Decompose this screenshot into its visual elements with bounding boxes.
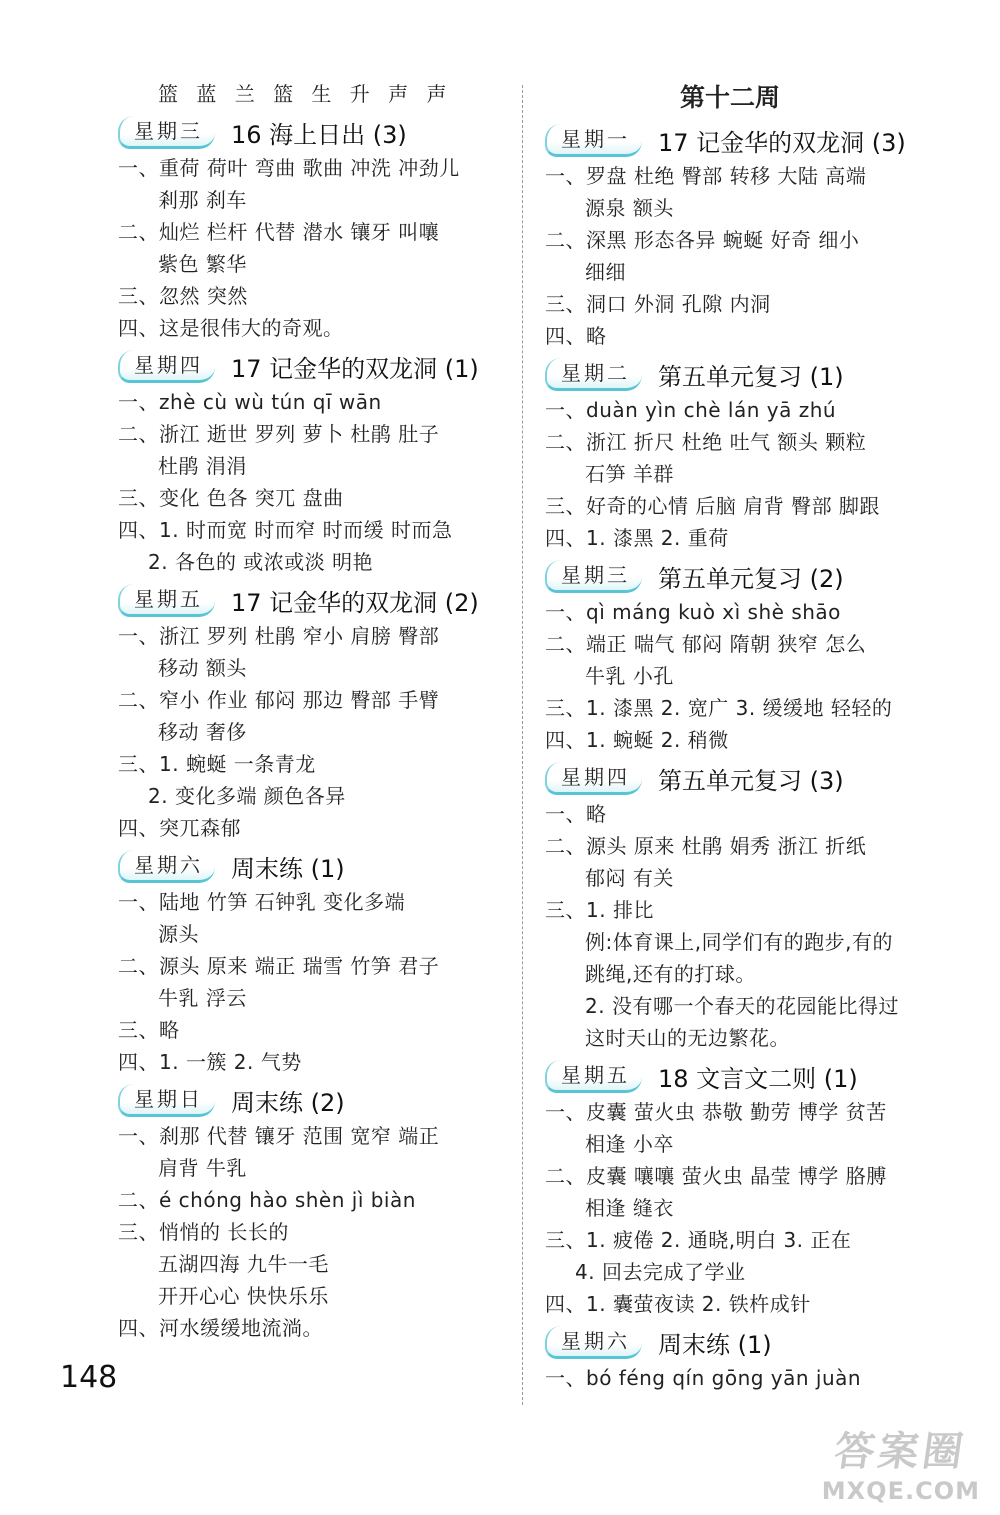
answer-line: 二、灿烂 栏杆 代替 潜水 镶牙 叫嚷 [118, 220, 440, 244]
answer-line: 一、略 [545, 802, 607, 826]
answer-line: 一、皮囊 萤火虫 恭敬 勤劳 博学 贫苦 [545, 1100, 887, 1124]
answer-line: 五湖四海 九牛一毛 [158, 1252, 329, 1276]
answer-line: 一、bó féng qín gōng yān juàn [545, 1366, 862, 1390]
day-header [545, 354, 945, 394]
day-header [118, 846, 510, 886]
lesson-title: 17 记金华的双龙洞 (3) [658, 128, 906, 157]
lesson-title: 第五单元复习 (1) [658, 362, 844, 391]
day-label: 星期五 [118, 584, 215, 617]
day-header [545, 758, 945, 798]
answer-line: 一、罗盘 杜绝 臀部 转移 大陆 高端 [545, 164, 867, 188]
answer-line: 开开心心 快快乐乐 [158, 1284, 329, 1308]
answer-line: 这时天山的无边繁花。 [585, 1026, 790, 1050]
answer-line: 三、1. 疲倦 2. 通晓,明白 3. 正在 [545, 1228, 852, 1252]
day-label: 星期一 [545, 124, 642, 157]
answer-line: 石笋 羊群 [585, 462, 674, 486]
answer-line: 四、略 [545, 324, 607, 348]
day-header [118, 1080, 510, 1120]
answer-line: 二、窄小 作业 郁闷 那边 臀部 手臂 [118, 688, 440, 712]
lesson-title: 16 海上日出 (3) [231, 120, 407, 149]
answer-line: 四、1. 蜿蜒 2. 稍微 [545, 728, 729, 752]
answer-line: 移动 额头 [158, 656, 247, 680]
answer-line: 二、皮囊 嚷嚷 萤火虫 晶莹 博学 胳膊 [545, 1164, 887, 1188]
answer-line: 二、源头 原来 端正 瑞雪 竹笋 君子 [118, 954, 440, 978]
day-label: 星期四 [545, 762, 642, 795]
lesson-title: 周末练 (1) [231, 854, 345, 883]
day-header [545, 120, 945, 160]
watermark-text: 答案圈 [831, 1429, 970, 1475]
answer-line: 三、1. 漆黑 2. 宽广 3. 缓缓地 轻轻的 [545, 696, 893, 720]
answer-line: 四、1. 漆黑 2. 重荷 [545, 526, 729, 550]
answer-line: 四、1. 一簇 2. 气势 [118, 1050, 302, 1074]
answer-line: 郁闷 有关 [585, 866, 674, 890]
answer-line: 四、突兀森郁 [118, 816, 241, 840]
answer-line: 牛乳 浮云 [158, 986, 247, 1010]
answer-line: 三、略 [118, 1018, 180, 1042]
answer-line: 一、duàn yìn chè lán yā zhú [545, 398, 837, 422]
answer-line: 例:体育课上,同学们有的跑步,有的 [585, 930, 893, 954]
lesson-title: 18 文言文二则 (1) [658, 1064, 858, 1093]
answer-line: 二、深黑 形态各异 蜿蜒 好奇 细小 [545, 228, 860, 252]
day-header [545, 1322, 945, 1362]
answer-line: 篮 蓝 兰 篮 生 升 声 声 [158, 82, 453, 106]
answer-line: 二、é chóng hào shèn jì biàn [118, 1188, 416, 1212]
answer-line: 2. 各色的 或浓或淡 明艳 [148, 550, 374, 574]
answer-line: 三、忽然 突然 [118, 284, 248, 308]
answer-line: 2. 变化多端 颜色各异 [148, 784, 346, 808]
answer-line: 一、刹那 代替 镶牙 范围 宽窄 端正 [118, 1124, 440, 1148]
lesson-title: 周末练 (1) [658, 1330, 772, 1359]
right-column [545, 78, 945, 1394]
watermark-url: MXQE.COM [821, 1477, 980, 1505]
column-divider [522, 85, 523, 1405]
lesson-title: 第五单元复习 (2) [658, 564, 844, 593]
answer-line: 三、好奇的心情 后脑 肩背 臀部 脚跟 [545, 494, 880, 518]
day-label: 星期五 [545, 1060, 642, 1093]
answer-line: 二、浙江 逝世 罗列 萝卜 杜鹃 肚子 [118, 422, 440, 446]
answer-line: 四、河水缓缓地流淌。 [118, 1316, 323, 1340]
left-column [118, 78, 510, 1344]
answer-line: 一、浙江 罗列 杜鹃 窄小 肩膀 臀部 [118, 624, 440, 648]
day-header [545, 556, 945, 596]
day-label: 星期日 [118, 1084, 215, 1117]
day-label: 星期六 [545, 1326, 642, 1359]
answer-line: 牛乳 小孔 [585, 664, 674, 688]
day-label: 星期二 [545, 358, 642, 391]
answer-line: 四、1. 时而宽 时而窄 时而缓 时而急 [118, 518, 453, 542]
answer-line: 三、悄悄的 长长的 [118, 1220, 289, 1244]
answer-line: 二、浙江 折尺 杜绝 吐气 额头 颗粒 [545, 430, 867, 454]
page-number: 148 [60, 1360, 118, 1395]
right-sections [545, 120, 945, 1394]
day-label: 星期三 [545, 560, 642, 593]
day-header [118, 346, 510, 386]
answer-line: 移动 奢侈 [158, 720, 247, 744]
left-sections [118, 112, 510, 1344]
answer-line: 四、这是很伟大的奇观。 [118, 316, 344, 340]
answer-line: 一、qì máng kuò xì shè shāo [545, 600, 841, 624]
day-header [545, 1056, 945, 1096]
answer-line: 细细 [585, 260, 626, 284]
answer-line: 二、端正 喘气 郁闷 隋朝 狭窄 怎么 [545, 632, 867, 656]
day-label: 星期四 [118, 350, 215, 383]
answer-line: 三、1. 排比 [545, 898, 654, 922]
answer-line: 一、zhè cù wù tún qī wān [118, 390, 382, 414]
day-label: 星期六 [118, 850, 215, 883]
answer-line: 4. 回去完成了学业 [575, 1260, 746, 1284]
answer-line: 三、1. 蜿蜒 一条青龙 [118, 752, 316, 776]
answer-line: 相逢 缝衣 [585, 1196, 674, 1220]
answer-line: 三、洞口 外洞 孔隙 内洞 [545, 292, 771, 316]
day-header [118, 580, 510, 620]
day-label: 星期三 [118, 116, 215, 149]
lesson-title: 第五单元复习 (3) [658, 766, 844, 795]
week-title: 第十二周 [679, 83, 780, 112]
answer-line: 四、1. 囊萤夜读 2. 铁杵成针 [545, 1292, 811, 1316]
answer-line: 源头 [158, 922, 199, 946]
answer-line: 肩背 牛乳 [158, 1156, 247, 1180]
lesson-title: 周末练 (2) [231, 1088, 345, 1117]
answer-line: 源泉 额头 [585, 196, 674, 220]
answer-line: 跳绳,还有的打球。 [585, 962, 756, 986]
lesson-title: 17 记金华的双龙洞 (2) [231, 588, 479, 617]
answer-line: 一、重荷 荷叶 弯曲 歌曲 冲洗 冲劲儿 [118, 156, 460, 180]
answer-line: 一、陆地 竹笋 石钟乳 变化多端 [118, 890, 406, 914]
day-header [118, 112, 510, 152]
answer-line: 杜鹃 涓涓 [158, 454, 247, 478]
lesson-title: 17 记金华的双龙洞 (1) [231, 354, 479, 383]
answer-line: 2. 没有哪一个春天的花园能比得过 [585, 994, 899, 1018]
answer-line: 相逢 小卒 [585, 1132, 674, 1156]
answer-line: 二、源头 原来 杜鹃 娟秀 浙江 折纸 [545, 834, 867, 858]
answer-line: 紫色 繁华 [158, 252, 247, 276]
answer-line: 剎那 刹车 [158, 188, 247, 212]
answer-line: 三、变化 色各 突兀 盘曲 [118, 486, 344, 510]
watermark-logo [822, 1420, 980, 1505]
